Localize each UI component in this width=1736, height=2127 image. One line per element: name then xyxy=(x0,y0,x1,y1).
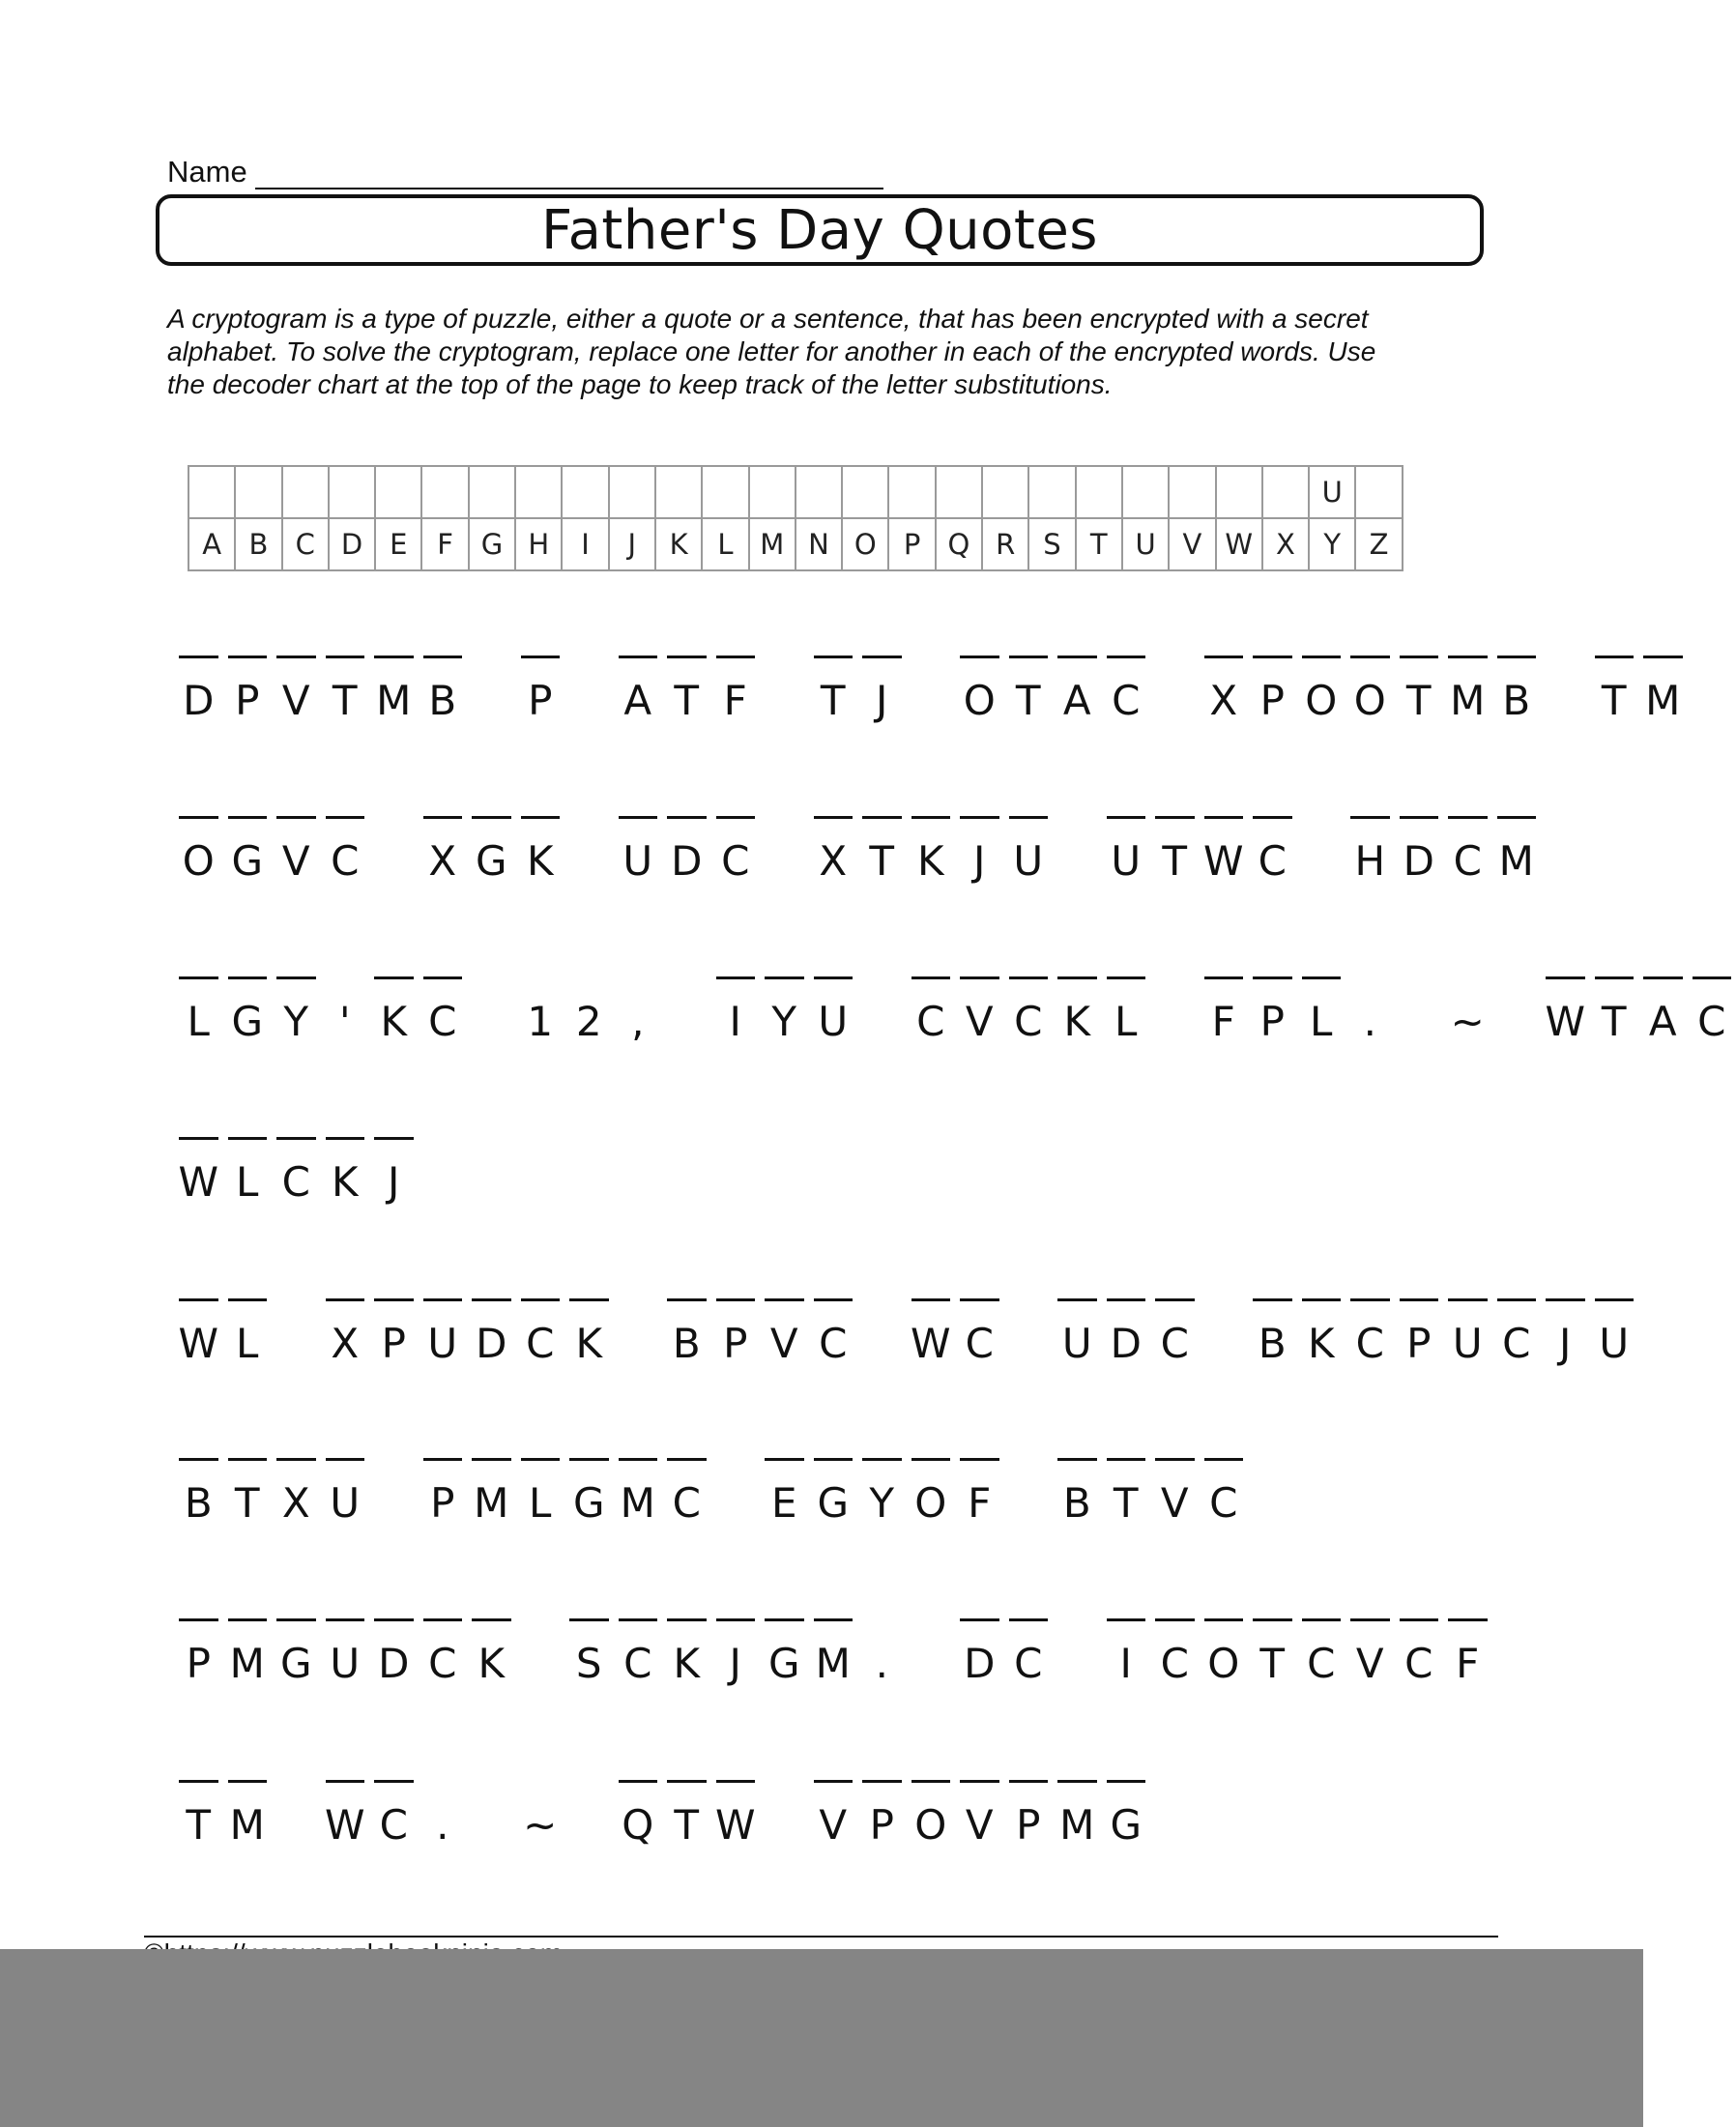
decoder-answer-cell-e[interactable] xyxy=(375,466,421,518)
cipher-punctuation xyxy=(760,837,809,886)
cipher-letter[interactable]: T xyxy=(321,677,370,725)
cipher-letter[interactable]: O xyxy=(907,1479,956,1528)
cipher-letter[interactable]: C xyxy=(1395,1640,1444,1688)
cipher-letter[interactable]: C xyxy=(1492,1320,1542,1368)
cipher-punctuation xyxy=(1395,998,1444,1046)
decoder-letter-w: W xyxy=(1216,518,1262,570)
cipher-letter[interactable]: C xyxy=(272,1158,321,1207)
decoder-letter-m: M xyxy=(749,518,796,570)
cipher-letter[interactable]: P xyxy=(223,677,273,725)
cipher-letter[interactable]: M xyxy=(1443,677,1492,725)
cipher-letter[interactable]: M xyxy=(1638,677,1688,725)
cipher-letter[interactable]: B xyxy=(1248,1320,1297,1368)
cipher-letter[interactable]: P xyxy=(1395,1320,1444,1368)
cipher-punctuation xyxy=(662,998,711,1046)
cipher-letter[interactable]: T xyxy=(1590,998,1639,1046)
name-label: Name xyxy=(167,155,247,189)
cipher-letter[interactable]: B xyxy=(419,677,468,725)
cipher-letter[interactable]: D xyxy=(369,1640,419,1688)
cipher-letter[interactable]: M xyxy=(1492,837,1542,886)
cipher-letter[interactable]: X xyxy=(321,1320,370,1368)
cipher-letter[interactable]: P xyxy=(419,1479,468,1528)
cipher-letter[interactable]: X xyxy=(809,837,858,886)
cipher-letter[interactable]: K xyxy=(907,837,956,886)
puzzle-line xyxy=(174,1158,419,1207)
cipher-letter[interactable]: M xyxy=(1053,1801,1102,1850)
cipher-letter[interactable]: M xyxy=(223,1640,273,1688)
decoder-answer-cell-i[interactable] xyxy=(562,466,608,518)
cipher-letter[interactable]: J xyxy=(711,1640,761,1688)
decoder-letter-e: E xyxy=(375,518,421,570)
cipher-letter[interactable]: O xyxy=(1345,677,1395,725)
cipher-letter[interactable]: Y xyxy=(857,1479,907,1528)
cipher-letter[interactable]: Y xyxy=(272,998,321,1046)
cipher-letter[interactable]: P xyxy=(516,677,565,725)
cipher-letter[interactable]: L xyxy=(1297,998,1346,1046)
decoder-letter-a: A xyxy=(188,518,235,570)
decoder-letter-y: Y xyxy=(1309,518,1355,570)
cipher-letter[interactable]: V xyxy=(272,837,321,886)
cipher-letter[interactable]: P xyxy=(1004,1801,1054,1850)
decoder-answer-cell-a[interactable] xyxy=(188,466,235,518)
cipher-letter[interactable]: Y xyxy=(760,998,809,1046)
decoder-answer-cell-p[interactable] xyxy=(888,466,935,518)
cipher-letter[interactable]: K xyxy=(564,1320,614,1368)
cipher-punctuation xyxy=(564,837,614,886)
cipher-letter[interactable]: D xyxy=(662,837,711,886)
puzzle-line xyxy=(174,1479,1248,1528)
decoder-letter-r: R xyxy=(982,518,1028,570)
decoder-answer-cell-q[interactable] xyxy=(936,466,982,518)
cipher-letter[interactable]: U xyxy=(1004,837,1054,886)
cipher-letter[interactable]: G xyxy=(223,998,273,1046)
cipher-punctuation xyxy=(272,1801,321,1850)
cipher-letter[interactable]: T xyxy=(662,1801,711,1850)
cipher-letter[interactable]: W xyxy=(174,1320,223,1368)
cipher-letter[interactable]: G xyxy=(1102,1801,1151,1850)
decoder-letter-u: U xyxy=(1122,518,1169,570)
cipher-letter[interactable]: F xyxy=(711,677,761,725)
cipher-letter[interactable]: M xyxy=(809,1640,858,1688)
cipher-letter[interactable]: J xyxy=(369,1158,419,1207)
cipher-punctuation xyxy=(369,837,419,886)
cipher-letter[interactable]: O xyxy=(1200,1640,1249,1688)
decoder-answer-cell-w[interactable] xyxy=(1216,466,1262,518)
decoder-answer-cell-b[interactable] xyxy=(235,466,281,518)
cipher-punctuation xyxy=(1053,837,1102,886)
cipher-letter[interactable]: E xyxy=(760,1479,809,1528)
cipher-letter[interactable]: O xyxy=(1297,677,1346,725)
decoder-answer-cell-s[interactable] xyxy=(1028,466,1075,518)
decoder-letter-b: B xyxy=(235,518,281,570)
cipher-punctuation xyxy=(1004,1320,1054,1368)
decoder-letter-row xyxy=(188,518,1403,570)
cipher-letter[interactable]: C xyxy=(1248,837,1297,886)
decoder-letter-g: G xyxy=(469,518,515,570)
decoder-letter-o: O xyxy=(842,518,888,570)
cipher-letter[interactable]: P xyxy=(857,1801,907,1850)
decoder-answer-cell-c[interactable] xyxy=(282,466,329,518)
decoder-answer-cell-j[interactable] xyxy=(609,466,655,518)
cipher-punctuation xyxy=(711,1479,761,1528)
cipher-letter[interactable]: P xyxy=(174,1640,223,1688)
cipher-letter[interactable]: P xyxy=(1248,998,1297,1046)
cipher-letter[interactable]: C xyxy=(1150,1320,1200,1368)
cipher-letter[interactable]: U xyxy=(614,837,663,886)
decoder-letter-h: H xyxy=(515,518,562,570)
decoder-answer-cell-y[interactable]: U xyxy=(1309,466,1355,518)
cipher-letter[interactable]: C xyxy=(1102,677,1151,725)
cipher-letter[interactable]: T xyxy=(662,677,711,725)
cipher-letter[interactable]: C xyxy=(1150,1640,1200,1688)
cipher-letter[interactable]: L xyxy=(223,1158,273,1207)
cipher-letter[interactable]: C xyxy=(955,1320,1004,1368)
cipher-letter[interactable]: A xyxy=(614,677,663,725)
cipher-punctuation: . xyxy=(436,1801,449,1849)
cipher-letter[interactable]: V xyxy=(809,1801,858,1850)
cipher-letter[interactable]: C xyxy=(1345,1320,1395,1368)
decoder-letter-p: P xyxy=(888,518,935,570)
cipher-letter[interactable]: H xyxy=(1345,837,1395,886)
decoder-answer-cell-x[interactable] xyxy=(1262,466,1309,518)
cipher-letter[interactable]: C xyxy=(1297,1640,1346,1688)
cipher-letter[interactable]: S xyxy=(564,1640,614,1688)
puzzle-line xyxy=(174,1801,1150,1850)
cipher-letter[interactable]: V xyxy=(760,1320,809,1368)
cipher-letter[interactable]: K xyxy=(321,1158,370,1207)
cipher-punctuation xyxy=(272,1320,321,1368)
cipher-letter[interactable]: U xyxy=(1102,837,1151,886)
cipher-letter[interactable]: C xyxy=(419,1640,468,1688)
decoder-answer-cell-z[interactable] xyxy=(1355,466,1402,518)
decoder-answer-cell-g[interactable] xyxy=(469,466,515,518)
cipher-punctuation xyxy=(857,998,907,1046)
decoder-answer-cell-l[interactable] xyxy=(702,466,748,518)
cipher-letter[interactable]: M xyxy=(223,1801,273,1850)
cipher-punctuation xyxy=(467,998,516,1046)
cipher-letter[interactable]: T xyxy=(1248,1640,1297,1688)
cipher-letter[interactable]: T xyxy=(1395,677,1444,725)
cipher-letter[interactable]: W xyxy=(907,1320,956,1368)
cipher-letter[interactable]: T xyxy=(857,837,907,886)
cipher-punctuation: 1 xyxy=(527,998,554,1045)
cipher-letter[interactable]: X xyxy=(1200,677,1249,725)
cipher-letter[interactable]: O xyxy=(955,677,1004,725)
decoder-answer-row xyxy=(188,466,1403,518)
cipher-punctuation xyxy=(1004,1479,1054,1528)
cipher-letter[interactable]: G xyxy=(564,1479,614,1528)
decoder-answer-cell-k[interactable] xyxy=(655,466,702,518)
cipher-letter[interactable]: W xyxy=(1541,998,1590,1046)
cipher-letter[interactable]: L xyxy=(174,998,223,1046)
decoder-letter-v: V xyxy=(1169,518,1215,570)
cipher-letter[interactable]: C xyxy=(711,837,761,886)
cipher-letter[interactable]: V xyxy=(1345,1640,1395,1688)
cipher-letter[interactable]: C xyxy=(1004,998,1054,1046)
puzzle-line xyxy=(174,1320,1638,1368)
cipher-letter[interactable]: C xyxy=(1688,998,1736,1046)
cipher-punctuation xyxy=(564,677,614,725)
decoder-letter-q: Q xyxy=(936,518,982,570)
cipher-letter[interactable]: W xyxy=(1200,837,1249,886)
cipher-punctuation xyxy=(467,677,516,725)
cipher-letter[interactable]: K xyxy=(369,998,419,1046)
cipher-letter[interactable]: C xyxy=(1443,837,1492,886)
cipher-letter[interactable]: T xyxy=(809,677,858,725)
cipher-punctuation: ' xyxy=(338,998,351,1045)
decoder-chart xyxy=(188,465,1403,571)
cipher-letter[interactable]: C xyxy=(516,1320,565,1368)
cipher-letter[interactable]: P xyxy=(711,1320,761,1368)
cipher-letter[interactable]: F xyxy=(955,1479,1004,1528)
name-field[interactable] xyxy=(167,155,883,189)
cipher-letter[interactable]: C xyxy=(419,998,468,1046)
cipher-letter[interactable]: F xyxy=(1200,998,1249,1046)
cipher-punctuation xyxy=(1297,837,1346,886)
cipher-letter[interactable]: K xyxy=(1053,998,1102,1046)
cipher-letter[interactable]: V xyxy=(955,998,1004,1046)
cipher-punctuation xyxy=(907,677,956,725)
cipher-punctuation: ~ xyxy=(1450,998,1485,1045)
cipher-letter[interactable]: X xyxy=(419,837,468,886)
cipher-letter[interactable]: U xyxy=(1443,1320,1492,1368)
cipher-punctuation xyxy=(614,1320,663,1368)
cipher-letter[interactable]: T xyxy=(223,1479,273,1528)
decoder-letter-t: T xyxy=(1076,518,1122,570)
cipher-letter[interactable]: A xyxy=(1053,677,1102,725)
cipher-letter[interactable]: L xyxy=(223,1320,273,1368)
cipher-letter[interactable]: P xyxy=(1248,677,1297,725)
cipher-letter[interactable]: D xyxy=(467,1320,516,1368)
cipher-letter[interactable]: D xyxy=(955,1640,1004,1688)
decoder-answer-cell-u[interactable] xyxy=(1122,466,1169,518)
cipher-letter[interactable]: M xyxy=(369,677,419,725)
cipher-letter[interactable]: X xyxy=(272,1479,321,1528)
cipher-letter[interactable]: I xyxy=(711,998,761,1046)
scan-gray-band xyxy=(0,1949,1643,2127)
footer-rule xyxy=(144,1936,1498,1938)
title-box xyxy=(156,194,1484,266)
cipher-letter[interactable]: C xyxy=(321,837,370,886)
cipher-letter[interactable]: U xyxy=(321,1479,370,1528)
cipher-letter[interactable]: T xyxy=(1102,1479,1151,1528)
cipher-punctuation xyxy=(1150,998,1200,1046)
cipher-punctuation: , xyxy=(631,998,645,1045)
cipher-letter[interactable]: F xyxy=(1443,1640,1492,1688)
decoder-answer-cell-o[interactable] xyxy=(842,466,888,518)
decoder-answer-cell-t[interactable] xyxy=(1076,466,1122,518)
cipher-punctuation xyxy=(1541,677,1590,725)
cipher-letter[interactable]: B xyxy=(662,1320,711,1368)
cipher-letter[interactable]: U xyxy=(419,1320,468,1368)
cipher-letter[interactable]: G xyxy=(223,837,273,886)
cipher-punctuation: . xyxy=(875,1640,888,1687)
cipher-letter[interactable]: J xyxy=(1541,1320,1590,1368)
cipher-letter[interactable]: G xyxy=(272,1640,321,1688)
cipher-punctuation xyxy=(1200,1320,1249,1368)
decoder-letter-s: S xyxy=(1028,518,1075,570)
cipher-letter[interactable]: K xyxy=(467,1640,516,1688)
cipher-letter[interactable]: W xyxy=(321,1801,370,1850)
cipher-punctuation: ~ xyxy=(523,1801,558,1849)
cipher-letter[interactable]: A xyxy=(1638,998,1688,1046)
decoder-answer-cell-d[interactable] xyxy=(329,466,375,518)
decoder-letter-z: Z xyxy=(1355,518,1402,570)
cipher-punctuation xyxy=(1150,677,1200,725)
cipher-letter[interactable]: U xyxy=(321,1640,370,1688)
cipher-letter[interactable]: O xyxy=(174,837,223,886)
cipher-letter[interactable]: B xyxy=(174,1479,223,1528)
cipher-punctuation xyxy=(760,677,809,725)
cipher-letter[interactable]: C xyxy=(369,1801,419,1850)
cipher-letter[interactable]: M xyxy=(614,1479,663,1528)
decoder-answer-cell-n[interactable] xyxy=(796,466,842,518)
cipher-letter[interactable]: U xyxy=(1590,1320,1639,1368)
cipher-letter[interactable]: I xyxy=(1102,1640,1151,1688)
cipher-punctuation: 2 xyxy=(575,998,602,1045)
cipher-letter[interactable]: U xyxy=(1053,1320,1102,1368)
cipher-letter[interactable]: B xyxy=(1492,677,1542,725)
cipher-letter[interactable]: C xyxy=(809,1320,858,1368)
cipher-letter[interactable]: V xyxy=(272,677,321,725)
puzzle-line xyxy=(174,837,1541,886)
puzzle-line xyxy=(174,1640,1492,1688)
decoder-letter-i: I xyxy=(562,518,608,570)
decoder-answer-cell-m[interactable] xyxy=(749,466,796,518)
cipher-letter[interactable]: Q xyxy=(614,1801,663,1850)
page-title: Father's Day Quotes xyxy=(541,198,1098,262)
cipher-letter[interactable]: G xyxy=(809,1479,858,1528)
cipher-punctuation xyxy=(516,1640,565,1688)
cipher-letter[interactable]: C xyxy=(614,1640,663,1688)
cipher-letter[interactable]: T xyxy=(1004,677,1054,725)
decoder-letter-f: F xyxy=(421,518,468,570)
decoder-answer-cell-v[interactable] xyxy=(1169,466,1215,518)
cipher-letter[interactable]: P xyxy=(369,1320,419,1368)
cipher-punctuation: . xyxy=(1363,998,1376,1045)
cipher-letter[interactable]: C xyxy=(1004,1640,1054,1688)
decoder-letter-n: N xyxy=(796,518,842,570)
decoder-letter-d: D xyxy=(329,518,375,570)
cipher-punctuation xyxy=(857,1320,907,1368)
cipher-letter[interactable]: W xyxy=(711,1801,761,1850)
cipher-letter[interactable]: D xyxy=(174,677,223,725)
decoder-answer-cell-f[interactable] xyxy=(421,466,468,518)
puzzle-line xyxy=(174,677,1688,725)
cipher-letter[interactable]: T xyxy=(174,1801,223,1850)
cipher-letter[interactable]: T xyxy=(1150,837,1200,886)
cipher-letter[interactable]: C xyxy=(662,1479,711,1528)
decoder-answer-cell-r[interactable] xyxy=(982,466,1028,518)
cipher-letter[interactable]: M xyxy=(467,1479,516,1528)
decoder-letter-x: X xyxy=(1262,518,1309,570)
cipher-letter[interactable]: C xyxy=(907,998,956,1046)
cipher-punctuation xyxy=(467,1801,516,1850)
cipher-letter[interactable]: T xyxy=(1590,677,1639,725)
cipher-letter[interactable]: K xyxy=(662,1640,711,1688)
cipher-letter[interactable]: V xyxy=(955,1801,1004,1850)
cipher-letter[interactable]: C xyxy=(1200,1479,1249,1528)
cipher-letter[interactable]: L xyxy=(516,1479,565,1528)
instructions-text: A cryptogram is a type of puzzle, either a quote or a sentence, that has been encrypted with a secret alphabet. To solve the cryptogram, replace one letter for another in each of the encrypted words. Use the decoder chart at the top of the page to keep track of the letter substitutions. xyxy=(167,304,1376,399)
cipher-letter[interactable]: W xyxy=(174,1158,223,1207)
puzzle-line xyxy=(174,998,1736,1046)
cipher-letter[interactable]: K xyxy=(1297,1320,1346,1368)
cipher-letter[interactable]: D xyxy=(1102,1320,1151,1368)
cipher-punctuation xyxy=(1492,998,1542,1046)
cipher-letter[interactable]: V xyxy=(1150,1479,1200,1528)
name-line[interactable] xyxy=(255,162,883,189)
cipher-letter[interactable]: O xyxy=(907,1801,956,1850)
decoder-answer-cell-h[interactable] xyxy=(515,466,562,518)
cipher-letter[interactable]: J xyxy=(955,837,1004,886)
cipher-letter[interactable]: G xyxy=(467,837,516,886)
decoder-letter-l: L xyxy=(702,518,748,570)
decoder-letter-k: K xyxy=(655,518,702,570)
cipher-punctuation xyxy=(907,1640,956,1688)
cipher-punctuation xyxy=(1053,1640,1102,1688)
cipher-letter[interactable]: J xyxy=(857,677,907,725)
cipher-letter[interactable]: L xyxy=(1102,998,1151,1046)
cipher-punctuation xyxy=(760,1801,809,1850)
cipher-letter[interactable]: B xyxy=(1053,1479,1102,1528)
cipher-letter[interactable]: U xyxy=(809,998,858,1046)
cipher-letter[interactable]: D xyxy=(1395,837,1444,886)
cipher-punctuation xyxy=(369,1479,419,1528)
cipher-punctuation xyxy=(564,1801,614,1850)
decoder-letter-j: J xyxy=(609,518,655,570)
decoder-letter-c: C xyxy=(282,518,329,570)
cipher-letter[interactable]: K xyxy=(516,837,565,886)
cipher-letter[interactable]: G xyxy=(760,1640,809,1688)
